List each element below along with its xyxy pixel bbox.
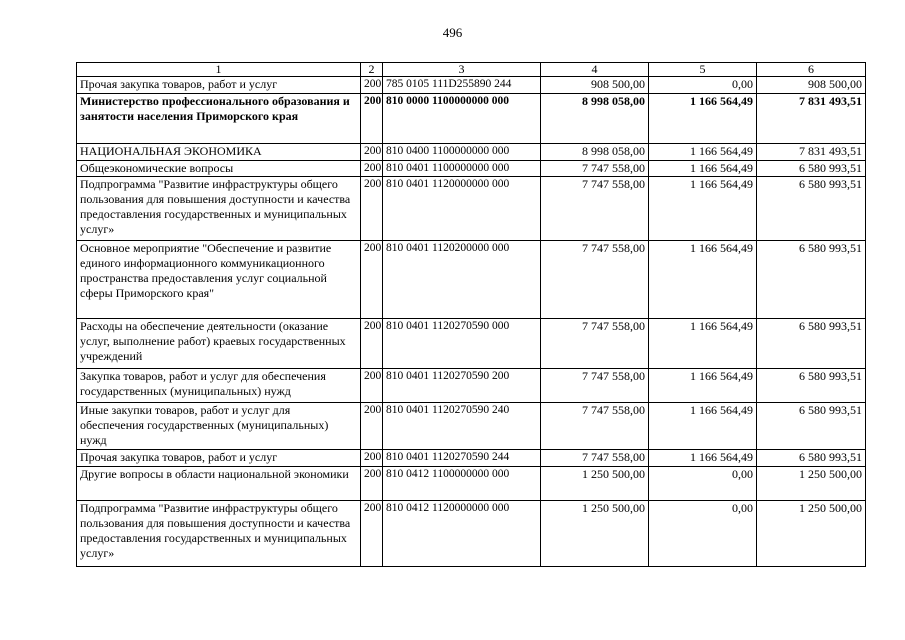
page-number: 496 xyxy=(442,25,463,40)
row-col5-cell: 1 166 564,49 xyxy=(649,241,757,319)
row-col5-cell: 1 166 564,49 xyxy=(649,450,757,467)
row-col4-cell: 8 998 058,00 xyxy=(541,94,649,144)
row-col4-cell: 8 998 058,00 xyxy=(541,144,649,161)
table-row xyxy=(77,369,866,403)
row-name-cell: Основное мероприятие "Обеспечение и развитие единого информационного коммуникационного пространства предоставления услуг социальной сферы Приморского края" xyxy=(77,241,361,319)
row-code-cell: 810 0401 1120270590 244 xyxy=(383,450,541,467)
row-code-cell: 810 0412 1100000000 000 xyxy=(383,467,541,501)
row-col6-cell: 6 580 993,51 xyxy=(757,177,866,241)
row-code-cell: 810 0412 1120000000 000 xyxy=(383,501,541,567)
table-row xyxy=(77,241,866,319)
row-col5-cell: 1 166 564,49 xyxy=(649,94,757,144)
row-name-cell: Подпрограмма "Развитие инфраструктуры общего пользования для повышения доступности и качества предоставления государственных и муниципальных услуг» xyxy=(77,501,361,567)
row-name-cell: Министерство профессионального образования и занятости населения Приморского края xyxy=(77,94,361,144)
table-row xyxy=(77,177,866,241)
row-col6-cell: 1 250 500,00 xyxy=(757,501,866,567)
column-header-5: 5 xyxy=(649,63,757,77)
row-code-cell: 810 0401 1120270590 240 xyxy=(383,403,541,450)
row-code-cell: 810 0401 1120000000 000 xyxy=(383,177,541,241)
row-col4-cell: 7 747 558,00 xyxy=(541,319,649,369)
column-header-4: 4 xyxy=(541,63,649,77)
row-col5-cell: 0,00 xyxy=(649,467,757,501)
row-name-cell: Подпрограмма "Развитие инфраструктуры общего пользования для повышения доступности и качества предоставления государственных и муниципальных услуг» xyxy=(77,177,361,241)
row-col4-cell: 1 250 500,00 xyxy=(541,501,649,567)
row-col4-cell: 7 747 558,00 xyxy=(541,369,649,403)
column-header-2: 2 xyxy=(361,63,383,77)
column-header-3: 3 xyxy=(383,63,541,77)
row-col2-cell: 200 xyxy=(361,77,383,94)
budget-table xyxy=(76,62,866,567)
row-col5-cell: 1 166 564,49 xyxy=(649,403,757,450)
row-col2-cell: 200 xyxy=(361,161,383,177)
row-col6-cell: 6 580 993,51 xyxy=(757,241,866,319)
row-col5-cell: 1 166 564,49 xyxy=(649,177,757,241)
row-code-cell: 810 0400 1100000000 000 xyxy=(383,144,541,161)
table-row xyxy=(77,319,866,369)
table-row xyxy=(77,94,866,144)
row-col2-cell: 200 xyxy=(361,241,383,319)
row-col2-cell: 200 xyxy=(361,144,383,161)
table-row xyxy=(77,501,866,567)
row-col2-cell: 200 xyxy=(361,501,383,567)
row-col2-cell: 200 xyxy=(361,403,383,450)
row-col4-cell: 7 747 558,00 xyxy=(541,450,649,467)
table-header-row xyxy=(77,63,866,77)
row-name-cell: Общеэкономические вопросы xyxy=(77,161,361,177)
row-col6-cell: 7 831 493,51 xyxy=(757,94,866,144)
table-row xyxy=(77,467,866,501)
row-name-cell: Иные закупки товаров, работ и услуг для обеспечения государственных (муниципальных) нужд xyxy=(77,403,361,450)
column-header-1: 1 xyxy=(77,63,361,77)
row-col6-cell: 6 580 993,51 xyxy=(757,450,866,467)
row-col5-cell: 1 166 564,49 xyxy=(649,319,757,369)
row-col4-cell: 7 747 558,00 xyxy=(541,241,649,319)
row-col5-cell: 1 166 564,49 xyxy=(649,369,757,403)
row-col4-cell: 7 747 558,00 xyxy=(541,177,649,241)
row-col5-cell: 0,00 xyxy=(649,77,757,94)
row-col5-cell: 1 166 564,49 xyxy=(649,161,757,177)
table-body xyxy=(77,77,866,567)
row-col5-cell: 0,00 xyxy=(649,501,757,567)
row-col6-cell: 6 580 993,51 xyxy=(757,369,866,403)
row-col6-cell: 1 250 500,00 xyxy=(757,467,866,501)
row-col2-cell: 200 xyxy=(361,450,383,467)
row-name-cell: Другие вопросы в области национальной экономики xyxy=(77,467,361,501)
row-name-cell: Расходы на обеспечение деятельности (оказание услуг, выполнение работ) краевых государственных учреждений xyxy=(77,319,361,369)
row-col6-cell: 7 831 493,51 xyxy=(757,144,866,161)
row-code-cell: 810 0401 1100000000 000 xyxy=(383,161,541,177)
row-name-cell: НАЦИОНАЛЬНАЯ ЭКОНОМИКА xyxy=(77,144,361,161)
row-name-cell: Закупка товаров, работ и услуг для обеспечения государственных (муниципальных) нужд xyxy=(77,369,361,403)
row-col6-cell: 908 500,00 xyxy=(757,77,866,94)
row-col2-cell: 200 xyxy=(361,94,383,144)
row-col2-cell: 200 xyxy=(361,177,383,241)
row-col4-cell: 908 500,00 xyxy=(541,77,649,94)
row-col2-cell: 200 xyxy=(361,369,383,403)
row-col6-cell: 6 580 993,51 xyxy=(757,319,866,369)
row-name-cell: Прочая закупка товаров, работ и услуг xyxy=(77,450,361,467)
row-col2-cell: 200 xyxy=(361,319,383,369)
table-row xyxy=(77,144,866,161)
row-name-cell: Прочая закупка товаров, работ и услуг xyxy=(77,77,361,94)
row-code-cell: 810 0401 1120200000 000 xyxy=(383,241,541,319)
table-row xyxy=(77,403,866,450)
row-code-cell: 810 0000 1100000000 000 xyxy=(383,94,541,144)
row-code-cell: 785 0105 111D255890 244 xyxy=(383,77,541,94)
row-col4-cell: 1 250 500,00 xyxy=(541,467,649,501)
table-row xyxy=(77,77,866,94)
row-code-cell: 810 0401 1120270590 000 xyxy=(383,319,541,369)
row-col6-cell: 6 580 993,51 xyxy=(757,161,866,177)
row-col5-cell: 1 166 564,49 xyxy=(649,144,757,161)
table-row xyxy=(77,450,866,467)
column-header-6: 6 xyxy=(757,63,866,77)
row-col4-cell: 7 747 558,00 xyxy=(541,161,649,177)
row-code-cell: 810 0401 1120270590 200 xyxy=(383,369,541,403)
row-col4-cell: 7 747 558,00 xyxy=(541,403,649,450)
table-row xyxy=(77,161,866,177)
row-col6-cell: 6 580 993,51 xyxy=(757,403,866,450)
row-col2-cell: 200 xyxy=(361,467,383,501)
